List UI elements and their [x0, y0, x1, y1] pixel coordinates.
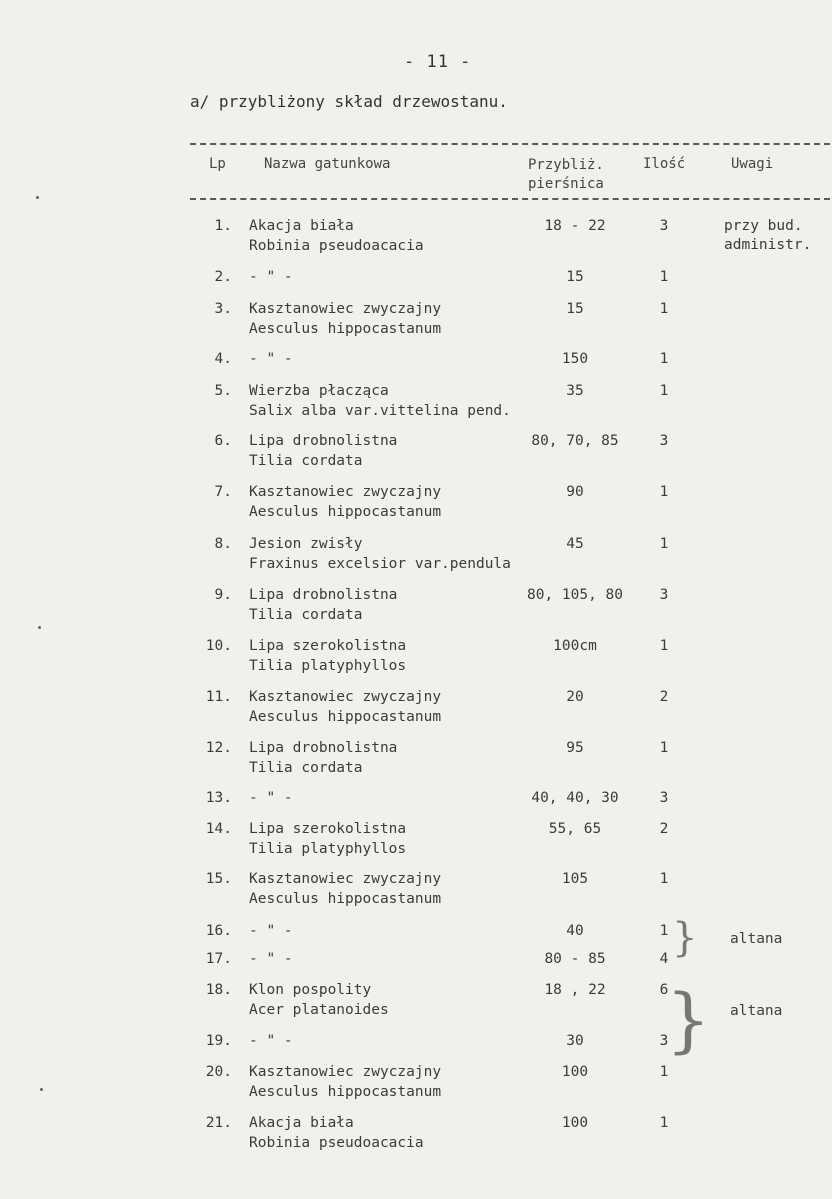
species-name [249, 870, 441, 909]
quantity-value: 3 [659, 1033, 669, 1049]
species-latin-name: Robinia pseudoacacia [249, 237, 424, 254]
species-common-name: Kasztanowiec zwyczajny [249, 484, 442, 500]
row-note-line1: przy bud. [724, 218, 803, 234]
quantity-value: 1 [659, 871, 669, 887]
page-number: - 11 - [404, 52, 472, 72]
row-number: 9. [214, 587, 232, 603]
row-number: 12. [205, 740, 232, 756]
quantity-value: 1 [659, 1115, 669, 1131]
species-name [249, 1063, 441, 1102]
species-latin-name: Tilia cordata [249, 452, 363, 469]
species-latin-name: Aesculus hippocastanum [249, 503, 442, 520]
row-number: 13. [205, 790, 232, 806]
row-number: 21. [205, 1115, 232, 1131]
diameter-value: 20 [566, 689, 584, 705]
diameter-value: 150 [561, 351, 589, 367]
species-common-name: - " - [249, 790, 293, 806]
species-latin-name: Aesculus hippocastanum [249, 708, 442, 725]
species-name [249, 483, 441, 522]
species-common-name: - " - [249, 351, 293, 367]
species-name [249, 382, 511, 421]
species-common-name: Akacja biała [249, 1115, 354, 1131]
diameter-value: 95 [566, 740, 584, 756]
species-latin-name: Aesculus hippocastanum [249, 890, 442, 907]
quantity-value: 1 [659, 351, 669, 367]
row-number: 5. [214, 383, 232, 399]
header-size [528, 156, 604, 194]
quantity-value: 2 [659, 689, 669, 705]
diameter-value: 80, 70, 85 [531, 433, 619, 449]
species-common-name: Jesion zwisły [249, 536, 363, 552]
row-number: 1. [214, 218, 232, 234]
row-number: 19. [205, 1033, 232, 1049]
species-name [249, 637, 406, 676]
group-brace-16-17: } [672, 915, 698, 961]
diameter-value: 15 [566, 301, 584, 317]
row-number: 10. [205, 638, 232, 654]
diameter-value: 80 - 85 [544, 951, 606, 967]
header-lp: Lp [209, 156, 226, 172]
quantity-value: 1 [659, 1064, 669, 1080]
header-size-line2: pierśnica [528, 176, 604, 192]
note-altana-2: altana [730, 1003, 783, 1019]
species-common-name: - " - [249, 1033, 293, 1049]
scan-mark [38, 626, 41, 629]
species-latin-name: Robinia pseudoacacia [249, 1134, 424, 1151]
quantity-value: 1 [659, 484, 669, 500]
species-latin-name: Tilia cordata [249, 759, 363, 776]
diameter-value: 45 [566, 536, 584, 552]
row-number: 2. [214, 269, 232, 285]
species-name [249, 820, 406, 859]
quantity-value: 6 [659, 982, 669, 998]
scan-mark [40, 1088, 43, 1091]
quantity-value: 3 [659, 587, 669, 603]
species-name [249, 535, 511, 574]
row-number: 16. [205, 923, 232, 939]
species-common-name: Lipa drobnolistna [249, 587, 398, 603]
diameter-value: 18 - 22 [544, 218, 606, 234]
species-latin-name: Tilia platyphyllos [249, 840, 407, 857]
header-name: Nazwa gatunkowa [264, 156, 391, 172]
species-name [249, 217, 424, 256]
section-heading: a/ przybliżony skład drzewostanu. [190, 92, 508, 111]
quantity-value: 3 [659, 433, 669, 449]
header-size-line1: Przybliż. [528, 157, 604, 173]
diameter-value: 15 [566, 269, 584, 285]
quantity-value: 1 [659, 536, 669, 552]
row-number: 17. [205, 951, 232, 967]
species-common-name: - " - [249, 951, 293, 967]
species-latin-name: Acer platanoides [249, 1001, 389, 1018]
row-number: 3. [214, 301, 232, 317]
row-note-line2: administr. [724, 237, 812, 253]
species-latin-name: Tilia platyphyllos [249, 657, 407, 674]
diameter-value: 100 [561, 1115, 589, 1131]
diameter-value: 30 [566, 1033, 584, 1049]
diameter-value: 35 [566, 383, 584, 399]
species-latin-name: Fraxinus excelsior var.pendula [249, 555, 511, 572]
header-notes: Uwagi [731, 156, 774, 172]
scan-mark [36, 196, 39, 199]
species-common-name: Wierzba płacząca [249, 383, 389, 399]
row-number: 8. [214, 536, 232, 552]
quantity-value: 3 [659, 218, 669, 234]
diameter-value: 18 , 22 [544, 982, 606, 998]
row-number: 20. [205, 1064, 232, 1080]
group-brace-18-19: } [666, 979, 711, 1061]
species-name [249, 739, 397, 778]
species-name [249, 268, 293, 288]
species-name [249, 789, 293, 809]
quantity-value: 1 [659, 740, 669, 756]
quantity-value: 1 [659, 383, 669, 399]
species-common-name: - " - [249, 923, 293, 939]
quantity-value: 4 [659, 951, 669, 967]
row-number: 7. [214, 484, 232, 500]
diameter-value: 40 [566, 923, 584, 939]
row-note [724, 217, 811, 255]
header-qty: Ilość [643, 156, 686, 172]
table-header-rule [190, 198, 830, 200]
species-common-name: Kasztanowiec zwyczajny [249, 871, 442, 887]
diameter-value: 80, 105, 80 [526, 587, 624, 603]
species-name [249, 432, 397, 471]
quantity-value: 1 [659, 923, 669, 939]
species-name [249, 1032, 293, 1052]
quantity-value: 1 [659, 269, 669, 285]
species-name [249, 981, 389, 1020]
species-name [249, 300, 441, 339]
species-latin-name: Tilia cordata [249, 606, 363, 623]
quantity-value: 1 [659, 638, 669, 654]
species-common-name: Lipa drobnolistna [249, 433, 398, 449]
row-number: 6. [214, 433, 232, 449]
species-name [249, 350, 293, 370]
species-name [249, 1114, 424, 1153]
diameter-value: 105 [561, 871, 589, 887]
row-number: 11. [205, 689, 232, 705]
species-latin-name: Aesculus hippocastanum [249, 1083, 442, 1100]
species-common-name: Kasztanowiec zwyczajny [249, 1064, 442, 1080]
row-number: 14. [205, 821, 232, 837]
species-common-name: Klon pospolity [249, 982, 372, 998]
quantity-value: 1 [659, 301, 669, 317]
diameter-value: 40, 40, 30 [531, 790, 619, 806]
species-name [249, 688, 441, 727]
row-number: 15. [205, 871, 232, 887]
quantity-value: 3 [659, 790, 669, 806]
species-common-name: Lipa szerokolistna [249, 821, 407, 837]
species-common-name: Lipa drobnolistna [249, 740, 398, 756]
species-common-name: Kasztanowiec zwyczajny [249, 301, 442, 317]
species-name [249, 950, 293, 970]
table-top-rule [190, 143, 830, 145]
quantity-value: 2 [659, 821, 669, 837]
species-common-name: - " - [249, 269, 293, 285]
diameter-value: 100 [561, 1064, 589, 1080]
row-number: 18. [205, 982, 232, 998]
diameter-value: 100cm [553, 638, 597, 654]
species-common-name: Lipa szerokolistna [249, 638, 407, 654]
row-number: 4. [214, 351, 232, 367]
species-latin-name: Salix alba var.vittelina pend. [249, 402, 511, 419]
note-altana-1: altana [730, 931, 783, 947]
diameter-value: 55, 65 [548, 821, 602, 837]
species-latin-name: Aesculus hippocastanum [249, 320, 442, 337]
diameter-value: 90 [566, 484, 584, 500]
species-common-name: Akacja biała [249, 218, 354, 234]
species-name [249, 586, 397, 625]
species-common-name: Kasztanowiec zwyczajny [249, 689, 442, 705]
species-name [249, 922, 293, 942]
